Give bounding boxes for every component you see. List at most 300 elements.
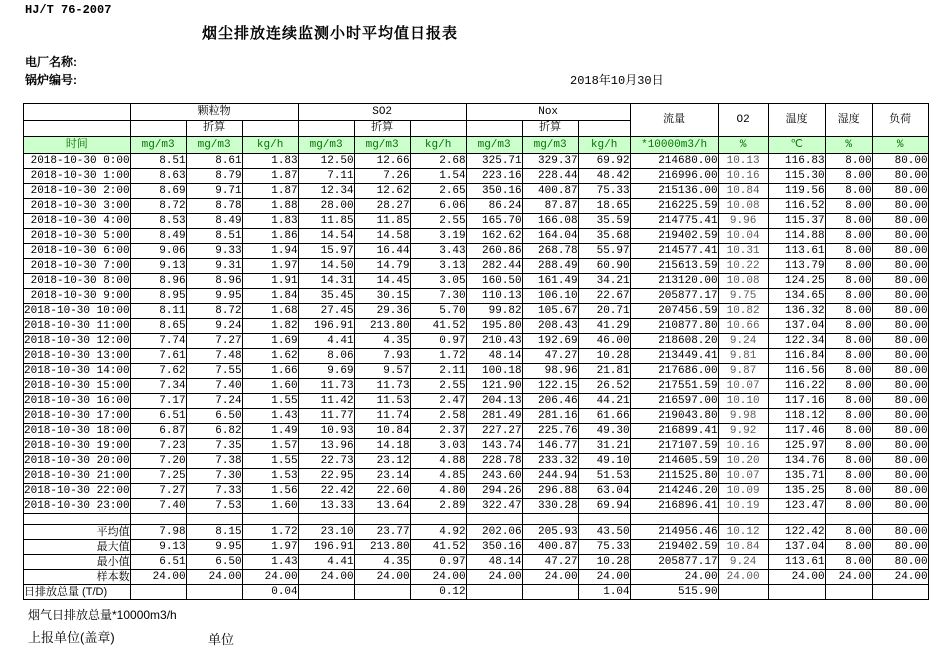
value-cell: 48.42 [578,169,630,184]
value-cell: 288.49 [522,259,578,274]
value-cell: 8.00 [825,229,872,244]
value-cell: 35.68 [578,229,630,244]
value-cell: 22.67 [578,289,630,304]
value-cell: 80.00 [872,199,928,214]
value-cell: 8.00 [825,555,872,570]
value-cell: 122.42 [768,525,825,540]
value-cell: 8.65 [130,319,186,334]
value-cell: 2.89 [410,499,466,514]
value-cell: 1.56 [242,484,298,499]
table-row [24,319,929,334]
value-cell: 44.21 [578,394,630,409]
value-cell: 35.45 [298,289,354,304]
value-cell: 8.72 [186,304,242,319]
value-cell: 41.52 [410,319,466,334]
value-cell: 8.51 [130,154,186,169]
value-cell: 4.80 [410,484,466,499]
value-cell: 80.00 [872,454,928,469]
value-cell: 12.62 [354,184,410,199]
value-cell: 8.11 [130,304,186,319]
value-cell: 24.00 [825,570,872,585]
group-flow: 流量 [630,104,718,137]
value-cell: 75.33 [578,540,630,555]
value-cell: 9.33 [186,244,242,259]
value-cell: 63.04 [578,484,630,499]
value-cell [130,585,186,600]
value-cell: 135.25 [768,484,825,499]
value-cell: 10.93 [298,424,354,439]
value-cell: 1.04 [578,585,630,600]
value-cell: 1.83 [242,214,298,229]
value-cell [186,585,242,600]
value-cell: 219043.80 [630,409,718,424]
value-cell: 11.42 [298,394,354,409]
value-cell: 7.62 [130,364,186,379]
value-cell: 10.08 [718,199,768,214]
value-cell: 113.61 [768,244,825,259]
summary-row-label: 最小值 [24,555,131,570]
value-cell: 122.15 [522,379,578,394]
so2-raw-spacer [298,121,354,137]
value-cell: 204.13 [466,394,522,409]
value-cell: 117.16 [768,394,825,409]
value-cell: 8.00 [825,154,872,169]
table-body [24,154,929,600]
value-cell: 80.00 [872,540,928,555]
value-cell: 214775.41 [630,214,718,229]
value-cell: 1.60 [242,379,298,394]
value-cell: 218608.20 [630,334,718,349]
value-cell: 1.68 [242,304,298,319]
value-cell: 10.10 [718,394,768,409]
value-cell: 7.35 [186,439,242,454]
value-cell: 47.27 [522,349,578,364]
value-cell: 11.73 [354,379,410,394]
value-cell: 213449.41 [630,349,718,364]
value-cell: 8.00 [825,525,872,540]
value-cell: 213.80 [354,319,410,334]
table-row [24,409,929,424]
value-cell: 117.46 [768,424,825,439]
value-cell: 9.24 [718,555,768,570]
value-cell: 6.51 [130,409,186,424]
reporting-unit-label: 上报单位(盖章) [28,630,115,645]
value-cell: 80.00 [872,169,928,184]
value-cell: 214956.46 [630,525,718,540]
table-row [24,274,929,289]
value-cell: 223.16 [466,169,522,184]
value-cell: 9.95 [186,540,242,555]
table-row-label: 2018-10-30 8:00 [24,274,131,289]
table-row [24,349,929,364]
value-cell: 23.10 [298,525,354,540]
value-cell: 122.34 [768,334,825,349]
value-cell: 6.87 [130,424,186,439]
value-cell: 10.08 [718,274,768,289]
time-header: 时间 [24,137,131,154]
value-cell: 27.45 [298,304,354,319]
value-cell: 1.49 [242,424,298,439]
value-cell: 208.43 [522,319,578,334]
value-cell: 9.13 [130,540,186,555]
value-cell: 8.00 [825,199,872,214]
value-cell: 9.98 [718,409,768,424]
table-row-label: 2018-10-30 21:00 [24,469,130,482]
value-cell: 1.97 [242,259,298,274]
value-cell: 48.14 [466,555,522,570]
value-cell: 11.85 [354,214,410,229]
value-cell: 2.55 [410,214,466,229]
empty-cell [825,514,872,525]
value-cell: 80.00 [872,484,928,499]
value-cell: 1.69 [242,334,298,349]
value-cell: 7.11 [298,169,354,184]
value-cell: 281.16 [522,409,578,424]
value-cell: 1.43 [242,409,298,424]
value-cell: 20.71 [578,304,630,319]
value-cell: 13.96 [298,439,354,454]
value-cell: 11.53 [354,394,410,409]
value-cell: 9.87 [718,364,768,379]
so2-kgh-spacer [410,121,466,137]
value-cell [522,585,578,600]
value-cell: 1.88 [242,199,298,214]
value-cell: 24.00 [466,570,522,585]
value-cell: 9.96 [718,214,768,229]
unit-cell: % [718,137,768,154]
value-cell: 80.00 [872,184,928,199]
value-cell: 23.77 [354,525,410,540]
table-row [24,484,929,499]
value-cell: 24.00 [130,570,186,585]
value-cell: 2.58 [410,409,466,424]
value-cell: 48.14 [466,349,522,364]
pm-kgh-spacer [242,121,298,137]
value-cell: 202.06 [466,525,522,540]
value-cell: 0.97 [410,555,466,570]
table-row-label: 2018-10-30 15:00 [24,379,130,392]
value-cell: 1.87 [242,169,298,184]
unit-cell: mg/m3 [522,137,578,154]
value-cell: 80.00 [872,424,928,439]
value-cell: 10.82 [718,304,768,319]
value-cell: 41.29 [578,319,630,334]
value-cell: 10.28 [578,349,630,364]
plant-name-label: 电厂名称: [25,55,77,69]
empty-cell [242,514,298,525]
value-cell: 9.92 [718,424,768,439]
value-cell: 61.66 [578,409,630,424]
value-cell: 12.50 [298,154,354,169]
table-row [24,259,929,274]
value-cell: 515.90 [630,585,718,600]
value-cell: 325.71 [466,154,522,169]
value-cell: 4.88 [410,454,466,469]
value-cell: 3.43 [410,244,466,259]
value-cell: 8.00 [825,304,872,319]
value-cell: 12.66 [354,154,410,169]
value-cell: 8.00 [825,540,872,555]
value-cell: 160.50 [466,274,522,289]
value-cell: 125.97 [768,439,825,454]
value-cell: 7.17 [130,394,186,409]
value-cell: 7.40 [130,499,186,514]
value-cell: 9.31 [186,259,242,274]
value-cell: 51.53 [578,469,630,484]
value-cell: 22.73 [298,454,354,469]
summary-row-label: 日排放总量 (T/D) [24,585,131,600]
value-cell: 22.95 [298,469,354,484]
group-temp: 温度 [768,104,825,137]
unit-cell: mg/m3 [466,137,522,154]
unit-cell: mg/m3 [186,137,242,154]
nox-raw-spacer [466,121,522,137]
value-cell: 119.56 [768,184,825,199]
value-cell: 9.24 [718,334,768,349]
summary-row-label: 最大值 [24,540,131,555]
unit-cell: ℃ [768,137,825,154]
value-cell: 216996.00 [630,169,718,184]
value-cell: 80.00 [872,409,928,424]
value-cell: 8.95 [130,289,186,304]
value-cell: 8.00 [825,289,872,304]
value-cell: 1.86 [242,229,298,244]
value-cell: 3.05 [410,274,466,289]
table-row-label: 2018-10-30 10:00 [24,304,130,317]
value-cell: 0.12 [410,585,466,600]
value-cell: 3.13 [410,259,466,274]
value-cell: 216896.41 [630,499,718,514]
table-row [24,364,929,379]
table-row [24,394,929,409]
value-cell: 18.65 [578,199,630,214]
value-cell: 1.84 [242,289,298,304]
summary-row-label: 样本数 [24,570,131,585]
value-cell: 4.85 [410,469,466,484]
page-title: 烟尘排放连续监测小时平均值日报表 [201,25,458,42]
value-cell: 118.12 [768,409,825,424]
summary-row [24,525,929,540]
value-cell: 7.93 [354,349,410,364]
table-row-label: 2018-10-30 19:00 [24,439,130,452]
value-cell: 11.73 [298,379,354,394]
value-cell: 14.18 [354,439,410,454]
value-cell: 14.45 [354,274,410,289]
value-cell: 2.37 [410,424,466,439]
value-cell: 30.15 [354,289,410,304]
value-cell: 228.44 [522,169,578,184]
value-cell: 260.86 [466,244,522,259]
value-cell: 225.76 [522,424,578,439]
empty-cell [24,514,131,525]
value-cell: 24.00 [578,570,630,585]
value-cell: 9.69 [298,364,354,379]
unit-cell: mg/m3 [354,137,410,154]
value-cell: 47.27 [522,555,578,570]
value-cell: 10.84 [718,184,768,199]
nox-kgh-spacer [578,121,630,137]
standard-number: HJ/T 76-2007 [25,3,112,17]
value-cell: 10.84 [354,424,410,439]
value-cell: 4.35 [354,334,410,349]
value-cell: 12.34 [298,184,354,199]
value-cell: 7.25 [130,469,186,484]
table-row [24,214,929,229]
table-row-label: 2018-10-30 4:00 [24,214,131,229]
table-row-label: 2018-10-30 16:00 [24,394,130,407]
value-cell: 98.96 [522,364,578,379]
table-row [24,439,929,454]
value-cell [466,585,522,600]
value-cell: 14.58 [354,229,410,244]
value-cell [354,585,410,600]
value-cell: 6.82 [186,424,242,439]
value-cell: 213.80 [354,540,410,555]
unit-cell: kg/h [242,137,298,154]
value-cell: 80.00 [872,555,928,570]
value-cell: 233.32 [522,454,578,469]
value-cell: 14.31 [298,274,354,289]
value-cell: 69.94 [578,499,630,514]
empty-cell [872,514,928,525]
unit-cell: % [872,137,928,154]
value-cell: 0.97 [410,334,466,349]
value-cell: 135.71 [768,469,825,484]
table-row-label: 2018-10-30 22:00 [24,484,130,497]
value-cell: 80.00 [872,214,928,229]
empty-cell [578,514,630,525]
group-o2: O2 [718,104,768,137]
value-cell: 8.00 [825,394,872,409]
value-cell: 75.33 [578,184,630,199]
value-cell: 23.14 [354,469,410,484]
value-cell: 7.26 [354,169,410,184]
value-cell: 7.30 [186,469,242,484]
value-cell: 8.00 [825,274,872,289]
unit-cell: *10000m3/h [630,137,718,154]
value-cell: 24.00 [522,570,578,585]
summary-row [24,570,929,585]
value-cell: 80.00 [872,499,928,514]
value-cell: 214680.00 [630,154,718,169]
value-cell: 268.78 [522,244,578,259]
value-cell: 10.28 [578,555,630,570]
value-cell: 7.27 [186,334,242,349]
table-row [24,424,929,439]
value-cell: 80.00 [872,379,928,394]
value-cell: 8.96 [130,274,186,289]
table-row-label: 2018-10-30 11:00 [24,319,130,332]
value-cell: 1.60 [242,499,298,514]
value-cell: 206.46 [522,394,578,409]
table-row [24,229,929,244]
value-cell [825,585,872,600]
summary-row [24,555,929,570]
value-cell: 195.80 [466,319,522,334]
value-cell: 8.00 [825,184,872,199]
value-cell: 8.63 [130,169,186,184]
time-col-spacer [24,104,131,121]
value-cell: 29.36 [354,304,410,319]
value-cell: 7.55 [186,364,242,379]
value-cell: 192.69 [522,334,578,349]
table-row [24,304,929,319]
value-cell: 10.31 [718,244,768,259]
value-cell: 80.00 [872,289,928,304]
value-cell: 215136.00 [630,184,718,199]
value-cell: 217551.59 [630,379,718,394]
value-cell: 24.00 [186,570,242,585]
value-cell: 1.66 [242,364,298,379]
value-cell: 8.00 [825,244,872,259]
group-so2: SO2 [298,104,466,121]
value-cell: 60.90 [578,259,630,274]
value-cell: 196.91 [298,319,354,334]
table-row-label: 2018-10-30 0:00 [24,154,131,169]
value-cell: 1.53 [242,469,298,484]
value-cell: 116.22 [768,379,825,394]
table-row-label: 2018-10-30 13:00 [24,349,130,362]
value-cell: 7.48 [186,349,242,364]
value-cell: 166.08 [522,214,578,229]
value-cell: 213120.00 [630,274,718,289]
value-cell: 329.37 [522,154,578,169]
value-cell: 9.06 [130,244,186,259]
value-cell: 80.00 [872,244,928,259]
header-units-row [24,137,929,154]
unit-cell: % [825,137,872,154]
value-cell: 14.54 [298,229,354,244]
value-cell: 80.00 [872,229,928,244]
table-row-label: 2018-10-30 5:00 [24,229,131,244]
spacer-row [24,514,929,525]
value-cell: 6.50 [186,409,242,424]
value-cell: 0.04 [242,585,298,600]
table-row-label: 2018-10-30 7:00 [24,259,131,274]
value-cell: 100.18 [466,364,522,379]
value-cell: 161.49 [522,274,578,289]
value-cell: 8.00 [825,379,872,394]
value-cell: 244.94 [522,469,578,484]
empty-cell [410,514,466,525]
value-cell: 7.27 [130,484,186,499]
value-cell: 219402.59 [630,229,718,244]
summary-row [24,540,929,555]
value-cell: 7.98 [130,525,186,540]
value-cell: 110.13 [466,289,522,304]
value-cell: 210.43 [466,334,522,349]
value-cell: 1.43 [242,555,298,570]
value-cell: 7.38 [186,454,242,469]
value-cell: 106.10 [522,289,578,304]
value-cell: 11.74 [354,409,410,424]
value-cell: 116.56 [768,364,825,379]
value-cell: 8.00 [825,349,872,364]
value-cell: 116.52 [768,199,825,214]
value-cell: 99.82 [466,304,522,319]
value-cell [768,585,825,600]
value-cell: 24.00 [298,570,354,585]
value-cell: 10.20 [718,454,768,469]
header-group-row [24,104,929,121]
value-cell [872,585,928,600]
table-row [24,379,929,394]
empty-cell [466,514,522,525]
empty-cell [186,514,242,525]
value-cell: 13.64 [354,499,410,514]
value-cell: 8.00 [825,319,872,334]
value-cell: 115.37 [768,214,825,229]
